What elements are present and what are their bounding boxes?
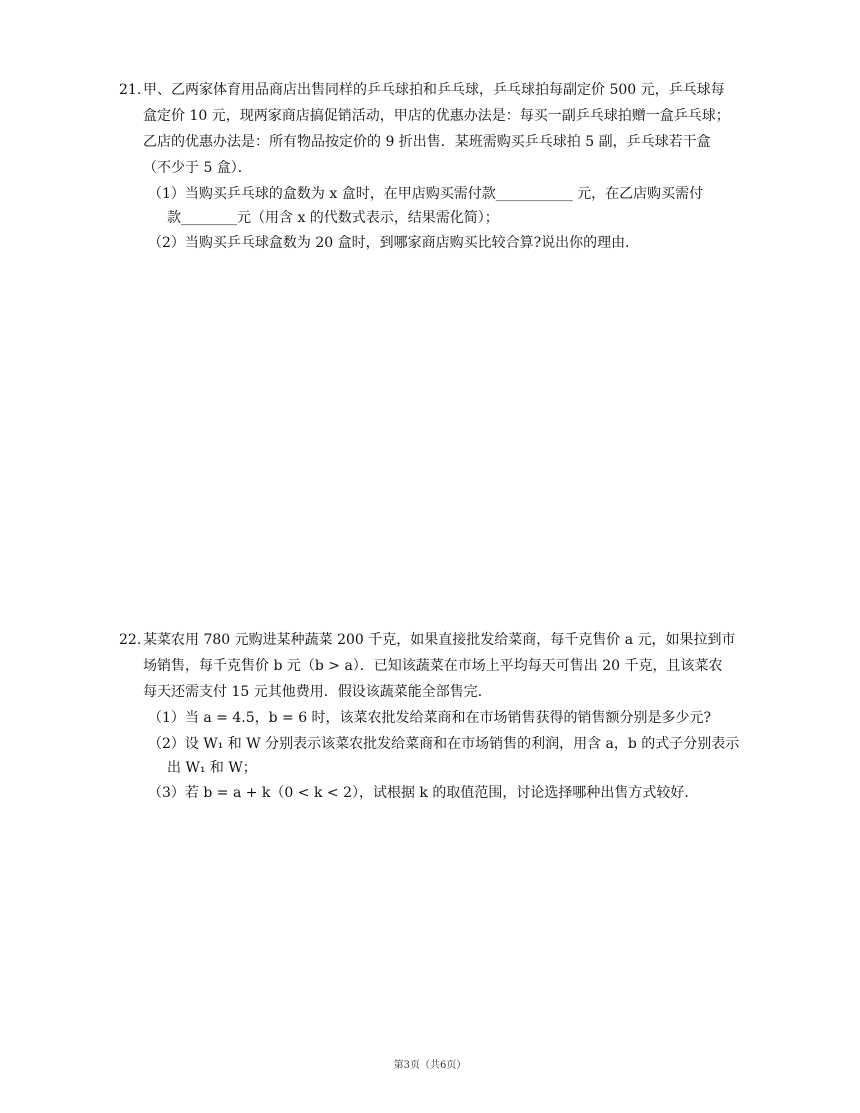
question-text-line: 甲、乙两家体育用品商店出售同样的乒乓球拍和乒乓球，乒乓球拍每副定价 500 元，乒乓球每 <box>143 82 725 98</box>
sub-question-line: （3）若 b = a + k（0 < k < 2），试根据 k 的取值范围，讨论选择哪种出售方式较好． <box>148 785 699 801</box>
question-text-line: 每天还需支付 15 元其他费用．假设该蔬菜能全部售完． <box>143 684 492 700</box>
sub-question-line: （1）当 a = 4.5，b = 6 时，该菜农批发给菜商和在市场销售获得的销售额分别是多少元? <box>148 710 712 726</box>
question-text-line: 场销售，每千克售价 b 元（b > a）．已知该蔬菜在市场上平均每天可售出 20 千克，且该菜农 <box>143 658 723 674</box>
sub-question-line: （1）当购买乒乓球的盒数为 x 盒时，在甲店购买需付款___________ 元，在乙店购买需付 <box>148 186 704 202</box>
sub-question-line: （2）当购买乒乓球盒数为 20 盒时，到哪家商店购买比较合算?说出你的理由． <box>148 235 640 251</box>
page-footer: 第3页（共6页） <box>393 1060 467 1071</box>
sub-question-line: （2）设 W₁ 和 W 分别表示该菜农批发给菜商和在市场销售的利润，用含 a，b 的式子分别表示 <box>148 736 740 752</box>
question-text-line: （不少于 5 盒）． <box>143 160 252 176</box>
question-number: 21. <box>119 82 142 98</box>
question-text-line: 乙店的优惠办法是：所有物品按定价的 9 折出售．某班需购买乒乓球拍 5 副，乒乓球若干盒 <box>143 134 711 150</box>
question-number: 22. <box>119 632 142 648</box>
sub-question-line: 款________元（用含 x 的代数式表示，结果需化简）； <box>167 210 499 226</box>
sub-question-line: 出 W₁ 和 W； <box>167 760 257 776</box>
question-text-line: 盒定价 10 元，现两家商店搞促销活动，甲店的优惠办法是：每买一副乒乓球拍赠一盒乒乓球； <box>143 108 730 124</box>
question-text-line: 某菜农用 780 元购进某种蔬菜 200 千克，如果直接批发给菜商，每千克售价 a 元，如果拉到市 <box>143 632 736 648</box>
